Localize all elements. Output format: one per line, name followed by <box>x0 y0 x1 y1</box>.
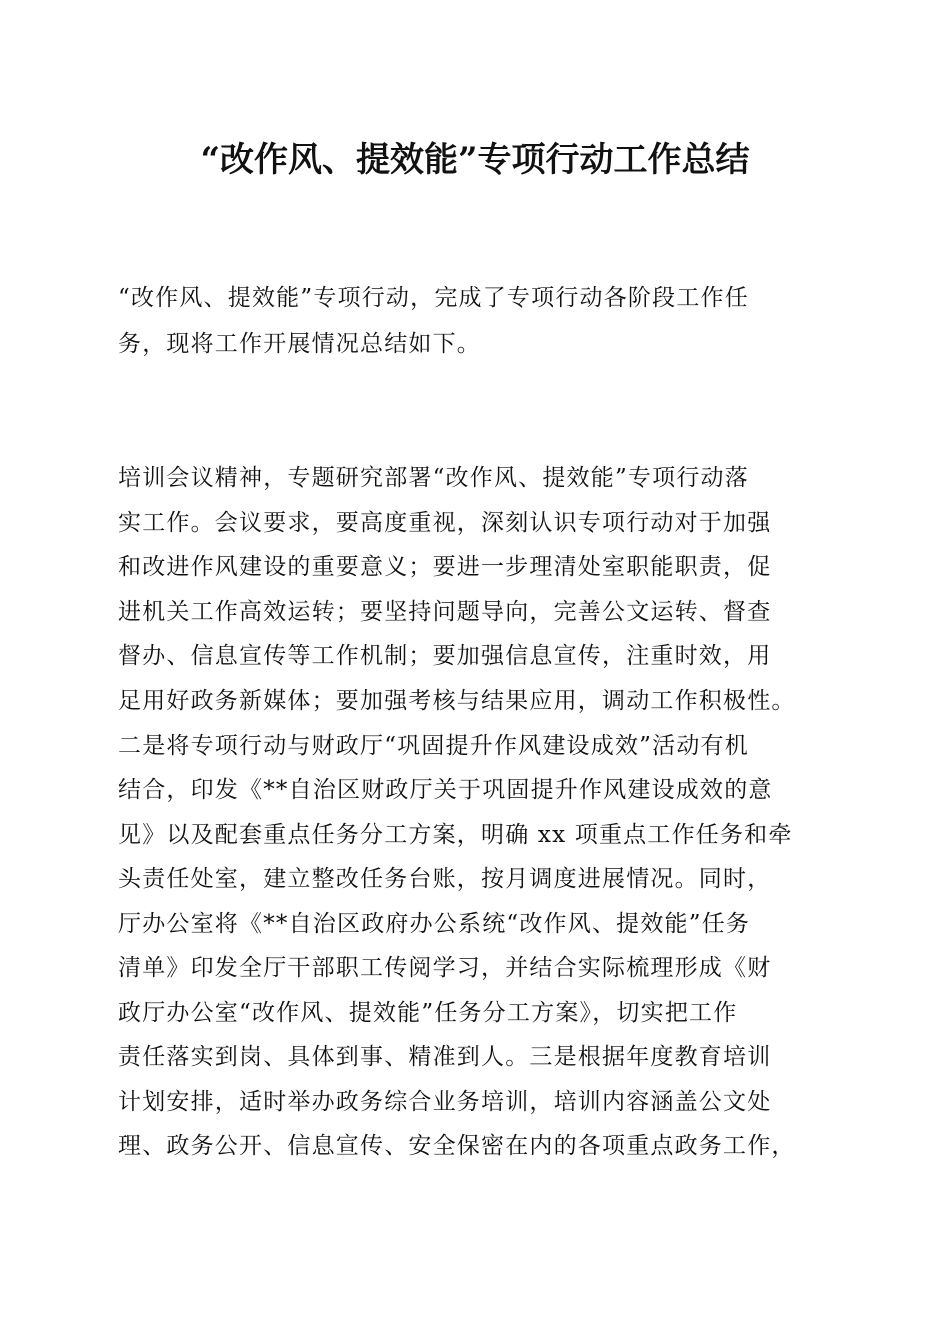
body-line: 督办、信息宣传等工作机制；要加强信息宣传，注重时效，用 <box>118 643 772 669</box>
body-line: 进机关工作高效运转；要坚持问题导向，完善公文运转、督查 <box>118 599 772 625</box>
body-line: 计划安排，适时举办政务综合业务培训，培训内容涵盖公文处 <box>118 1089 772 1115</box>
body-line: 厅办公室将《**自治区政府办公系统“改作风、提效能”任务 <box>118 911 751 937</box>
body-line: 和改进作风建设的重要意义；要进一步理清处室职能职责，促 <box>118 554 772 580</box>
body-line <box>158 418 868 448</box>
body-line: 见》以及配套重点任务分工方案，明确 xx 项重点工作任务和牵 <box>118 822 793 848</box>
body-line: 二是将专项行动与财政厅“巩固提升作风建设成效”活动有机 <box>118 733 749 759</box>
section-heading <box>158 372 868 402</box>
body-line: 结合，印发《**自治区财政厅关于巩固提升作风建设成效的意 <box>118 777 773 803</box>
body-line <box>158 237 868 267</box>
document-title: “改作风、提效能”专项行动工作总结 <box>200 140 750 180</box>
body-line: 培训会议精神，专题研究部署“改作风、提效能”专项行动落 <box>118 465 749 491</box>
body-line: 实工作。会议要求，要高度重视，深刻认识专项行动对于加强 <box>118 510 772 536</box>
body-line: 足用好政务新媒体；要加强考核与结果应用，调动工作积极性。 <box>118 688 796 714</box>
body-line: 务，现将工作开展情况总结如下。 <box>118 331 481 357</box>
body-line: “改作风、提效能”专项行动，完成了专项行动各阶段工作任 <box>118 285 749 311</box>
body-line: 责任落实到岗、具体到事、精准到人。三是根据年度教育培训 <box>118 1044 772 1070</box>
body-line: 理、政务公开、信息宣传、安全保密在内的各项重点政务工作， <box>118 1133 796 1159</box>
body-line: 清单》印发全厅干部职工传阅学习，并结合实际梳理形成《财 <box>118 955 772 981</box>
body-line: 政厅办公室“改作风、提效能”任务分工方案》，切实把工作 <box>118 1000 738 1026</box>
body-line: 头责任处室，建立整改任务台账，按月调度进展情况。同时， <box>118 866 772 892</box>
